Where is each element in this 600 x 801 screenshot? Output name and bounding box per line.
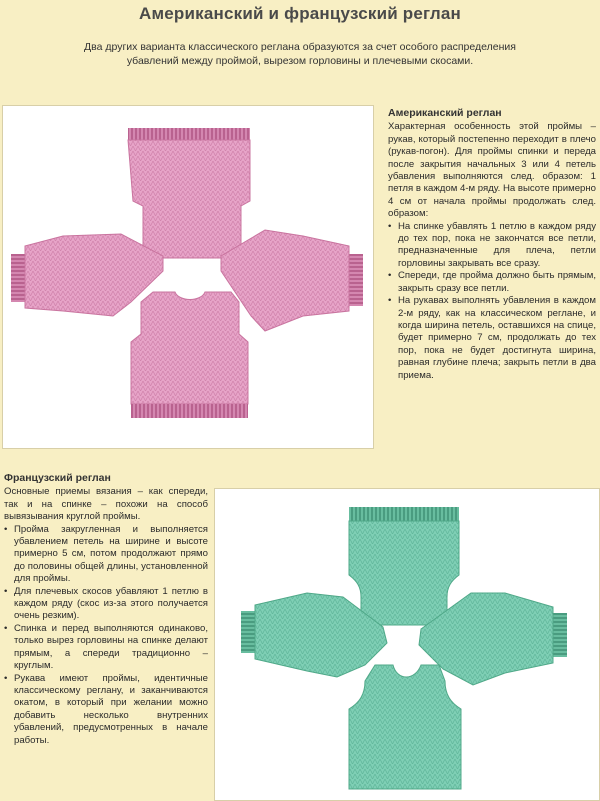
french-raglan-item: • Для плечевых скосов убавляют 1 петлю в каждом ряду (скос из-за этого получается очень резким). xyxy=(4,586,208,623)
american-raglan-item: • Спереди, где пройма должно быть прямым, закрыть сразу все петли. xyxy=(388,270,596,295)
american-back-rib xyxy=(128,128,250,140)
french-front-piece xyxy=(349,665,461,789)
american-left-sleeve-rib xyxy=(11,254,25,302)
american-raglan-illustration xyxy=(2,105,374,449)
american-back-piece xyxy=(128,128,250,258)
american-right-sleeve-piece xyxy=(221,230,363,331)
french-raglan-item: • Рукава имеют проймы, идентичные классическому реглану, и заканчиваются окатом, в который при желании можно добавить несколько внутренних убавлений, предусмотренных в начале работы. xyxy=(4,673,208,747)
american-raglan-section xyxy=(388,107,596,382)
american-raglan-heading: Американский реглан xyxy=(388,107,502,119)
american-raglan-item: • На спинке убавлять 1 петлю в каждом ряду до тех пор, пока не закончатся все петли, предназначенные для плеча, петли горловины закрывать все сразу. xyxy=(388,221,596,271)
american-raglan-schematic xyxy=(3,106,373,448)
french-raglan-intro: Основные приемы вязания – как спереди, так и на спинке – похожи на способ вывязывания круглой проймы. xyxy=(4,486,208,523)
french-back-rib xyxy=(349,507,459,521)
french-raglan-item: • Пройма закругленная и выполняется убавлением петель на ширине и высоте примерно 5 см, потом продолжают прямо до половины общей длины, установленной для проймы. xyxy=(4,524,208,586)
american-raglan-item: • На рукавах выполнять убавления в каждом 2-м ряду, как на классическом реглане, и когда ширина петель, оставшихся на спице, будет примерно 7 см, продолжать до тех пор, пока не будет достигнута ширина, равная глубине плеча; закрыть петли в два приема. xyxy=(388,295,596,382)
french-back-piece xyxy=(349,507,459,625)
american-raglan-intro: Характерная особенность этой проймы – рукав, который постепенно переходит в плечо (рукав-погон). Для проймы спинки и переда после закрытия начальных 3 или 4 петель убавления выполняются след. образом: 1 петля в каждом 4-м ряду. На высоте примерно 4 см от начала проймы продолжать след. образом: xyxy=(388,121,596,220)
intro-paragraph: Два других варианта классического реглана образуются за счет особого распределения убавлений между проймой, вырезом горловины и плечевыми скосами. xyxy=(84,41,516,67)
french-raglan-item: • Спинка и перед выполняются одинаково, только вырез горловины на спинке делают прямым, а спереди традиционно – круглым. xyxy=(4,623,208,673)
american-left-sleeve-piece xyxy=(11,234,163,316)
french-left-sleeve-rib xyxy=(241,611,255,653)
page-title: Американский и французский реглан xyxy=(138,4,462,23)
american-front-piece xyxy=(131,292,248,418)
american-front-rib xyxy=(131,404,248,418)
french-raglan-heading: Французский реглан xyxy=(4,472,111,484)
french-raglan-section xyxy=(4,472,208,747)
french-raglan-list xyxy=(4,524,208,747)
american-right-sleeve-rib xyxy=(349,254,363,306)
french-raglan-schematic xyxy=(215,489,599,800)
american-raglan-list xyxy=(388,221,596,382)
french-raglan-illustration xyxy=(214,488,600,801)
french-right-sleeve-rib xyxy=(553,613,567,657)
